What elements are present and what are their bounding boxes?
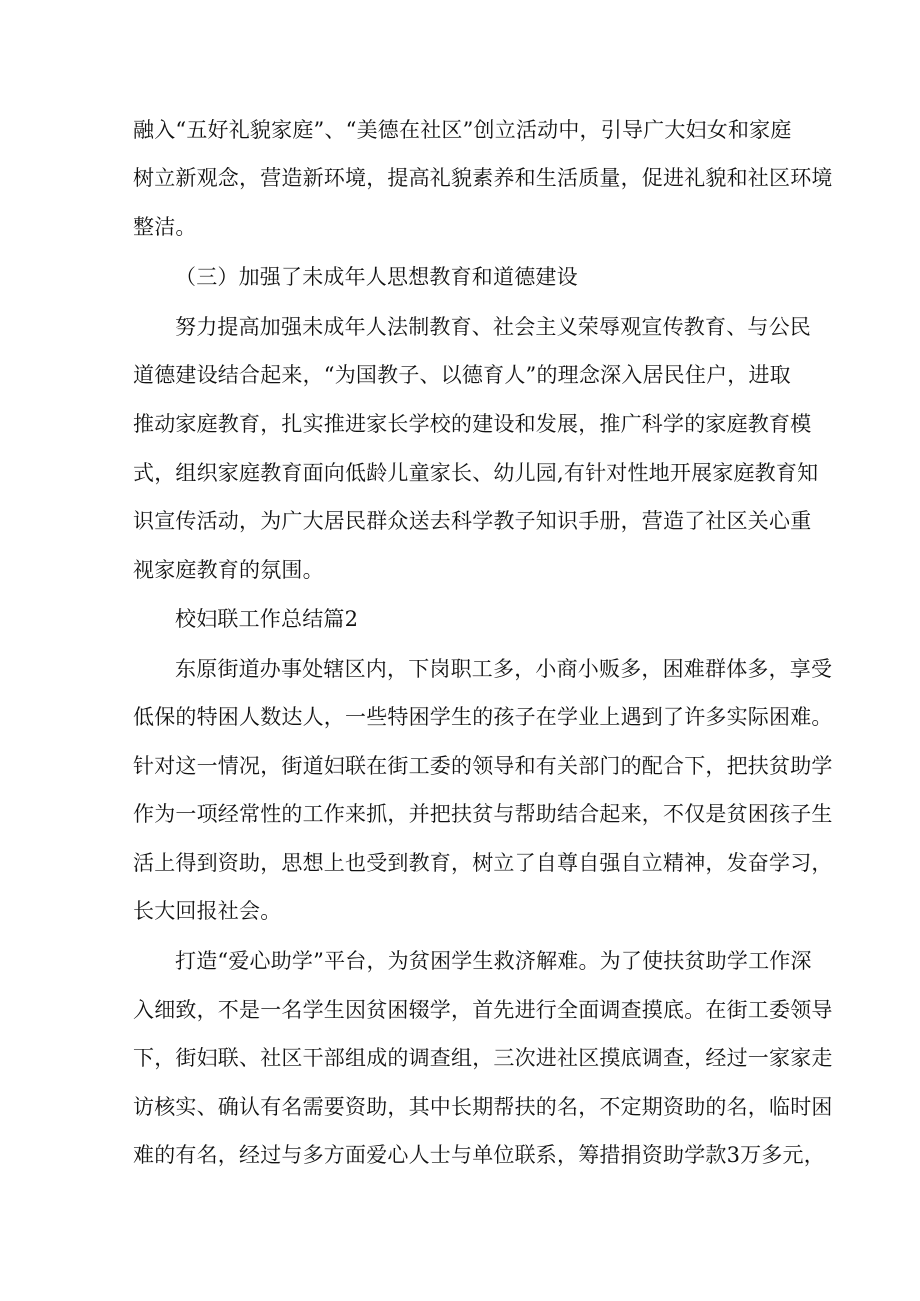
text-line: 作为一项经常性的工作来抓，并把扶贫与帮助结合起来，不仅是贫困孩子生 — [133, 802, 833, 826]
text-line: 针对这一情况，街道妇联在街工委的领导和有关部门的配合下，把扶贫助学 — [133, 754, 833, 778]
text-line: 整洁。 — [133, 215, 197, 239]
text-line: 式，组织家庭教育面向低龄儿童家长、幼儿园,有针对性地开展家庭教育知 — [133, 461, 819, 485]
text-line: 推动家庭教育，扎实推进家长学校的建设和发展，推广科学的家庭教育模 — [133, 412, 812, 436]
text-line: 下，街妇联、社区干部组成的调查组，三次进社区摸底调查，经过一家家走 — [133, 1046, 833, 1070]
text-line: 打造“爱心助学”平台，为贫困学生救济解难。为了使扶贫助学工作深 — [175, 949, 812, 973]
article-title: 校妇联工作总结篇2 — [175, 607, 359, 631]
text-line: 低保的特困人数达人，一些特困学生的孩子在学业上遇到了许多实际困难。 — [133, 705, 833, 729]
text-line: 道德建设结合起来，“为国教子、以德育人”的理念深入居民住户，进取 — [133, 363, 791, 387]
text-line: 入细致，不是一名学生因贫困辍学，首先进行全面调查摸底。在街工委领导 — [133, 998, 833, 1022]
text-line: 活上得到资助，思想上也受到教育，树立了自尊自强自立精神，发奋学习， — [133, 851, 833, 875]
text-line: 访核实、确认有名需要资助，其中长期帮扶的名，不定期资助的名，临时困 — [133, 1095, 833, 1119]
text-line: 东原街道办事处辖区内，下岗职工多，小商小贩多，困难群体多，享受 — [175, 657, 833, 681]
text-line: 难的有名，经过与多方面爱心人士与单位联系，筹措捐资助学款3万多元， — [133, 1143, 825, 1167]
text-line: 视家庭教育的氛围。 — [133, 558, 324, 582]
text-line: 长大回报社会。 — [133, 899, 282, 923]
text-line: 识宣传活动，为广大居民群众送去科学教子知识手册，营造了社区关心重 — [133, 509, 812, 533]
section-heading: （三）加强了未成年人思想教育和道德建设 — [175, 265, 578, 289]
text-line: 努力提高加强未成年人法制教育、社会主义荣辱观宣传教育、与公民 — [175, 315, 811, 339]
text-line: 融入“五好礼貌家庭”、“美德在社区”创立活动中，引导广大妇女和家庭 — [133, 118, 792, 142]
text-line: 树立新观念，营造新环境，提高礼貌素养和生活质量，促进礼貌和社区环境 — [133, 166, 833, 190]
